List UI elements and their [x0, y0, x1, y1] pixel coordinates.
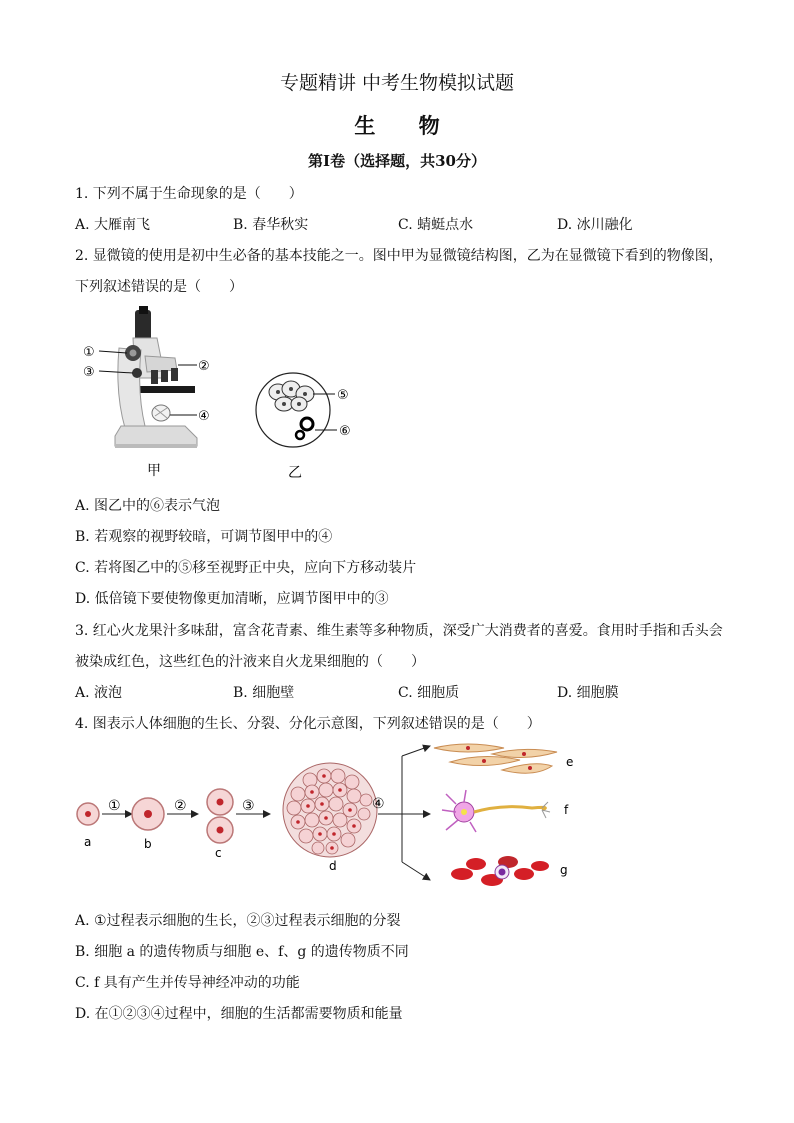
label-b: b: [144, 837, 152, 851]
question-4-option-b: B. 细胞 a 的遗传物质与细胞 e、f、g 的遗传物质不同: [75, 944, 409, 960]
question-3-stem-line1: 3. 红心火龙果汁多味甜，富含花青素、维生素等多种物质，深受广大消费者的喜爱。食用时手指和舌头会: [75, 623, 723, 639]
cell-g-blood: [451, 856, 549, 886]
cell-development-figure: [72, 738, 592, 898]
branch-vertical-up: [398, 756, 402, 814]
question-1-option-b: B. 春华秋实: [233, 217, 309, 233]
question-4-option-d: D. 在①②③④过程中，细胞的生活都需要物质和能量: [75, 1006, 403, 1022]
question-1-option-a: A. 大雁南飞: [75, 217, 151, 233]
air-bubbles: [296, 418, 313, 439]
label-4: ④: [198, 409, 210, 424]
question-4-option-a: A. ①过程表示细胞的生长，②③过程表示细胞的分裂: [75, 913, 401, 929]
question-1-stem: 1. 下列不属于生命现象的是（ ）: [75, 186, 303, 202]
question-2-stem-line1: 2. 显微镜的使用是初中生必备的基本技能之一。图中甲为显微镜结构图，乙为在显微镜下看到的物像图，: [75, 248, 723, 264]
label-6: ⑥: [339, 424, 351, 439]
question-1-option-d: D. 冰川融化: [557, 217, 633, 233]
question-3-stem-line2: 被染成红色，这些红色的汁液来自火龙果细胞的（ ）: [75, 654, 425, 670]
step-3: ③: [242, 798, 255, 814]
cell-cluster: [269, 381, 314, 411]
caption-jia: 甲: [147, 463, 161, 479]
cell-e-muscle: [434, 744, 557, 773]
label-1: ①: [83, 345, 95, 360]
label-2: ②: [198, 359, 210, 374]
label-c: c: [215, 846, 222, 860]
question-2-option-d: D. 低倍镜下要使物像更加清晰，应调节图甲中的③: [75, 591, 389, 607]
microscope-figure: [75, 298, 395, 483]
question-3-option-c: C. 细胞质: [398, 685, 460, 701]
caption-yi: 乙: [288, 465, 302, 481]
question-2-option-a: A. 图乙中的⑥表示气泡: [75, 498, 221, 514]
arrow-to-e: [402, 746, 430, 756]
page-title: 专题精讲 中考生物模拟试题: [279, 72, 515, 94]
step-4: ④: [372, 796, 385, 812]
step-1: ①: [108, 798, 121, 814]
question-3-option-b: B. 细胞壁: [233, 685, 295, 701]
cell-mass-d: [283, 763, 377, 857]
label-a: a: [84, 835, 92, 849]
arrow-to-g: [402, 862, 430, 880]
label-g: g: [560, 863, 568, 877]
question-3-option-d: D. 细胞膜: [557, 685, 619, 701]
cell-a: [77, 803, 99, 825]
cell-b: [132, 798, 164, 830]
question-1-option-c: C. 蜻蜓点水: [398, 217, 474, 233]
question-4-stem: 4. 图表示人体细胞的生长、分裂、分化示意图，下列叙述错误的是（ ）: [75, 716, 541, 732]
microscope-illustration: [115, 306, 197, 448]
label-e: e: [566, 755, 574, 769]
question-2-option-b: B. 若观察的视野较暗，可调节图甲中的④: [75, 529, 333, 545]
cell-c: [207, 789, 233, 843]
cell-f-neuron: [442, 790, 550, 832]
label-5: ⑤: [337, 388, 349, 403]
subject-heading: 生 物: [354, 113, 458, 138]
step-2: ②: [174, 798, 187, 814]
question-2-option-c: C. 若将图乙中的⑤移至视野正中央，应向下方移动装片: [75, 560, 417, 576]
label-f: f: [564, 803, 569, 817]
question-4-option-c: C. f 具有产生并传导神经冲动的功能: [75, 975, 300, 991]
label-d: d: [329, 859, 337, 873]
label-3: ③: [83, 365, 95, 380]
question-3-option-a: A. 液泡: [75, 685, 123, 701]
section-heading: 第Ⅰ卷（选择题，共30分）: [308, 152, 486, 170]
question-2-stem-line2: 下列叙述错误的是（ ）: [75, 279, 243, 295]
